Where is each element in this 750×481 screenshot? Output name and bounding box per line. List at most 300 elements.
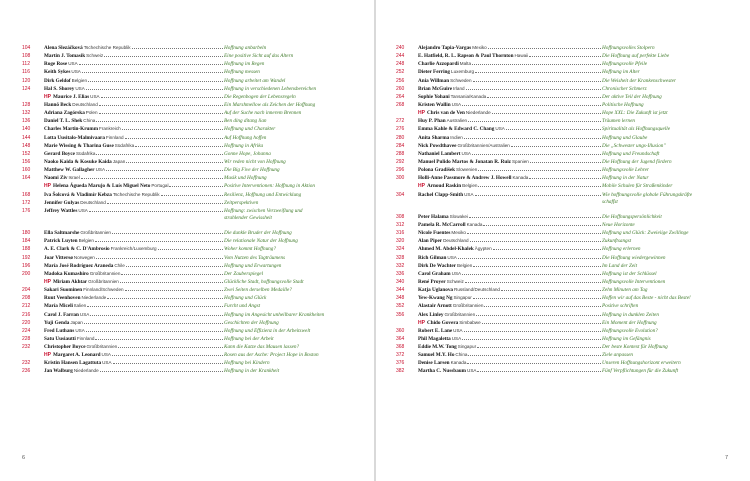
author-country: USA bbox=[102, 360, 112, 366]
chapter-title: Hoffnung und Effizienz in der Arbeitswelt bbox=[224, 327, 311, 334]
leader-dots bbox=[122, 125, 223, 130]
author-name: Robert E. Lane bbox=[418, 327, 453, 334]
toc-page-number: 312 bbox=[396, 221, 405, 228]
leader-dots bbox=[82, 68, 223, 73]
author-name: Ruut Veenhoven bbox=[44, 295, 81, 302]
toc-page-number: 144 bbox=[22, 134, 31, 141]
toc-entry[interactable] bbox=[396, 327, 730, 335]
toc-page-number: 348 bbox=[396, 295, 405, 302]
author-name: Adriana Zagórska bbox=[44, 110, 85, 117]
toc-entry[interactable] bbox=[22, 125, 352, 133]
author-country: USA bbox=[451, 270, 462, 276]
hope-project-badge: HP bbox=[44, 93, 51, 100]
author-name: Denise Larsen bbox=[418, 360, 450, 367]
chapter-title: Hoffnung: zwischen Verzweiflung und bbox=[224, 207, 303, 214]
leader-dots bbox=[79, 60, 223, 65]
toc-entry[interactable] bbox=[22, 302, 352, 310]
leader-dots bbox=[101, 93, 223, 98]
author-country: Kanada bbox=[512, 175, 529, 181]
chapter-title: Hoffnung im Regen bbox=[224, 61, 265, 68]
toc-page-number: 236 bbox=[22, 368, 31, 375]
leader-dots bbox=[467, 229, 601, 234]
leader-dots bbox=[530, 158, 601, 163]
chapter-title: Vom Nutzen des Tagträumens bbox=[224, 254, 286, 261]
toc-entry[interactable] bbox=[396, 335, 730, 343]
chapter-title: Musik und Hoffnung bbox=[224, 175, 267, 182]
page-number: 7 bbox=[724, 455, 728, 461]
leader-dots bbox=[466, 85, 601, 90]
leader-dots bbox=[475, 191, 601, 196]
leader-dots bbox=[468, 351, 601, 356]
chapter-title: Die dunkle Bruder der Hoffnung bbox=[224, 230, 292, 237]
leader-dots bbox=[96, 254, 223, 259]
leader-dots bbox=[84, 319, 223, 324]
toc-entry[interactable] bbox=[22, 191, 352, 199]
author-country: Belgien bbox=[78, 238, 94, 244]
toc-entry[interactable] bbox=[396, 85, 730, 93]
chapter-title: Glückliche Stadt, hoffnungsvolle Stadt bbox=[224, 278, 304, 285]
toc-page-number: 216 bbox=[22, 311, 31, 318]
chapter-title: schaffst bbox=[602, 198, 618, 205]
chapter-title: Hoffen wir auf das Beste - nicht das Beste! bbox=[602, 295, 691, 302]
chapter-title: Ein Moment der Hoffnung bbox=[602, 319, 657, 326]
author-country: Mexiko bbox=[451, 230, 466, 236]
toc-entry[interactable] bbox=[396, 101, 730, 109]
author-name: Dirk Geldof bbox=[44, 77, 71, 84]
leader-dots bbox=[529, 52, 601, 57]
hope-project-badge: HP bbox=[418, 319, 425, 326]
toc-page-number: 200 bbox=[22, 270, 31, 277]
toc-entry[interactable] bbox=[22, 343, 352, 351]
chapter-title: Hoffnungsvolles Stolpern bbox=[602, 45, 655, 51]
toc-entry[interactable] bbox=[22, 199, 352, 207]
author-name: Keith Sykes bbox=[44, 69, 71, 76]
author-name: Samuel M.Y. Ho bbox=[418, 352, 455, 359]
toc-entry[interactable] bbox=[22, 367, 352, 375]
toc-entry[interactable] bbox=[22, 286, 352, 294]
author-country: Frankreich/Luxemburg bbox=[110, 246, 157, 252]
author-name: Huy P. Phan bbox=[418, 118, 446, 125]
toc-entry[interactable] bbox=[22, 229, 352, 237]
author-name: Alejandro Tapia-Vargas bbox=[418, 45, 472, 51]
leader-dots bbox=[169, 182, 223, 187]
chapter-title: Wir reden nicht von Hoffnung bbox=[224, 158, 286, 165]
toc-page-number: 296 bbox=[396, 167, 405, 174]
toc-page-number: 344 bbox=[396, 287, 405, 294]
author-name: Maurice J. Elias bbox=[52, 93, 90, 100]
leader-dots bbox=[472, 150, 601, 155]
leader-dots bbox=[112, 229, 223, 234]
toc-entry[interactable] bbox=[396, 213, 730, 221]
toc-entry[interactable] bbox=[396, 302, 730, 310]
author-country: Niederlande bbox=[73, 368, 99, 374]
toc-entry[interactable] bbox=[396, 311, 730, 319]
chapter-title: Zwei Seiten derselben Medaille? bbox=[224, 287, 292, 294]
toc-list-right bbox=[396, 44, 730, 376]
author-country: Schweiz bbox=[86, 53, 104, 59]
toc-entry[interactable] bbox=[396, 182, 730, 190]
leader-dots bbox=[462, 270, 601, 275]
toc-entry[interactable] bbox=[396, 109, 730, 117]
author-country: Mexiko bbox=[472, 45, 487, 50]
toc-entry[interactable] bbox=[22, 319, 352, 327]
toc-page-number: 104 bbox=[22, 45, 31, 51]
chapter-title: Resilienz, Hoffnung und Entwicklung bbox=[224, 191, 302, 198]
toc-entry[interactable] bbox=[396, 174, 730, 182]
toc-page-number: 252 bbox=[396, 69, 405, 76]
chapter-title: Hoffnung und Glaube bbox=[602, 134, 648, 141]
chapter-title: Hoffnung und Glück: Zweieiige Zwillinge bbox=[602, 230, 689, 237]
leader-dots bbox=[95, 335, 223, 340]
chapter-title: Spiritualität als Hoffnungsquelle bbox=[602, 126, 671, 133]
author-name: Eddie M.W. Tong bbox=[418, 344, 457, 351]
author-country: Japan bbox=[70, 319, 83, 325]
author-name: Miriam Akhtar bbox=[52, 278, 88, 285]
toc-entry[interactable] bbox=[22, 109, 352, 117]
author-name: Helena Águeda Marujo & Luís Miguel Neto bbox=[52, 183, 151, 190]
leader-dots bbox=[86, 327, 223, 332]
leader-dots bbox=[506, 125, 601, 130]
chapter-title: Zehn Minuten am Tag bbox=[602, 287, 648, 294]
author-country: Luxemburg bbox=[451, 69, 475, 75]
toc-entry[interactable] bbox=[396, 77, 730, 85]
author-country: Belgien bbox=[456, 262, 473, 268]
chapter-title: Ben ding ditang lian bbox=[224, 118, 267, 125]
author-name: Manuel Pulido Martos & Jonatan R. Ruiz bbox=[418, 158, 511, 165]
leader-dots bbox=[96, 150, 223, 155]
author-name: Katja Uglanova bbox=[418, 287, 454, 294]
toc-entry[interactable] bbox=[22, 278, 352, 286]
leader-dots bbox=[107, 199, 223, 204]
author-name: Naoko Kaida & Kosuke Kaida bbox=[44, 158, 112, 165]
toc-entry[interactable] bbox=[22, 270, 352, 278]
hope-project-badge: HP bbox=[418, 183, 425, 190]
author-name: Carol Graham bbox=[418, 270, 451, 277]
chapter-title: strahlender Gewissheit bbox=[224, 214, 272, 221]
leader-dots bbox=[135, 142, 223, 147]
toc-page-number: 352 bbox=[396, 303, 405, 310]
toc-entry[interactable] bbox=[22, 245, 352, 253]
toc-entry[interactable] bbox=[396, 44, 730, 52]
toc-entry[interactable] bbox=[22, 68, 352, 76]
toc-entry[interactable] bbox=[22, 262, 352, 270]
author-country: USA bbox=[495, 126, 505, 132]
leader-dots bbox=[484, 302, 601, 307]
author-country: Finnland/Schweden bbox=[83, 287, 124, 293]
leader-dots bbox=[529, 174, 601, 179]
author-country: USA bbox=[451, 335, 462, 341]
toc-page-number: 232 bbox=[22, 344, 31, 351]
author-country: Simbabwe bbox=[459, 319, 481, 325]
toc-entry[interactable] bbox=[22, 85, 352, 93]
author-name: Dirk De Wachter bbox=[418, 262, 456, 269]
author-name: Madoka Kumashiro bbox=[44, 270, 89, 277]
author-name: Sophie Yohani bbox=[418, 93, 450, 100]
toc-entry[interactable] bbox=[22, 207, 352, 215]
toc-page-number: 316 bbox=[396, 230, 405, 237]
author-name: Martin J. Tomasik bbox=[44, 53, 86, 60]
author-name: María José Rodríguez Araneda bbox=[44, 262, 114, 269]
author-name: Polona Gradišek bbox=[418, 167, 456, 174]
author-name: Jennifer Gulyas bbox=[44, 199, 80, 206]
toc-entry[interactable] bbox=[22, 237, 352, 245]
author-country: Großbritannien bbox=[452, 303, 484, 309]
author-country: Malta bbox=[459, 61, 472, 67]
author-name: Kristen Wallin bbox=[418, 101, 451, 108]
author-name: Arnoud Raskin bbox=[426, 183, 462, 190]
author-name: Patrick Luyten bbox=[44, 238, 78, 245]
toc-page-number: 320 bbox=[396, 238, 405, 245]
toc-page-number: 232 bbox=[22, 360, 31, 367]
toc-page-number: 176 bbox=[22, 207, 31, 214]
chapter-title: Hoffnung im Alter bbox=[602, 69, 640, 76]
author-country: Chile bbox=[114, 262, 125, 268]
leader-dots bbox=[458, 254, 601, 259]
toc-entry[interactable] bbox=[22, 101, 352, 109]
leader-dots bbox=[477, 367, 601, 372]
leader-dots bbox=[464, 134, 601, 139]
chapter-title: Der beste Kontext für Hoffnung bbox=[602, 344, 668, 351]
author-country: USA bbox=[464, 191, 474, 197]
chapter-title: Hoffnung im Gefängnis bbox=[602, 335, 651, 342]
chapter-title: Hoffnung in verschiedenen Lebensbereichen bbox=[224, 85, 317, 92]
chapter-title: Positive Interventionen: Hoffnung in Aktion bbox=[224, 183, 315, 190]
author-name: Nick Powdthavee bbox=[418, 142, 457, 149]
chapter-title: Hoffnungsvolle Pfeile bbox=[602, 61, 648, 68]
chapter-title: Hoffnung erlernen bbox=[602, 246, 641, 253]
toc-entry[interactable] bbox=[22, 93, 352, 101]
toc-entry[interactable] bbox=[22, 166, 352, 174]
toc-entry[interactable] bbox=[396, 125, 730, 133]
toc-entry[interactable] bbox=[22, 142, 352, 150]
leader-dots bbox=[483, 221, 601, 226]
author-name: Alastair Arnott bbox=[418, 303, 452, 310]
toc-entry[interactable] bbox=[396, 134, 730, 142]
toc-entry[interactable] bbox=[22, 158, 352, 166]
toc-entry[interactable] bbox=[396, 286, 730, 294]
left-page bbox=[0, 0, 374, 481]
chapter-title: Geschichten der Hoffnung bbox=[224, 319, 279, 326]
toc-entry[interactable] bbox=[396, 166, 730, 174]
toc-page-number: 192 bbox=[22, 254, 31, 261]
toc-page-number: 328 bbox=[396, 254, 405, 261]
author-country: Belgien bbox=[71, 77, 87, 83]
toc-page-number: 172 bbox=[22, 199, 31, 206]
chapter-title: Die Hoffnung wiedergewinnen bbox=[602, 254, 666, 261]
author-name: Naomi Ziv bbox=[44, 175, 68, 182]
toc-entry[interactable] bbox=[396, 254, 730, 262]
author-name: Yew-Kwang Ng bbox=[418, 295, 453, 302]
author-name: Hannö Beck bbox=[44, 101, 72, 108]
toc-page-number: 204 bbox=[22, 287, 31, 294]
toc-entry[interactable] bbox=[396, 199, 730, 207]
toc-entry[interactable] bbox=[396, 343, 730, 351]
toc-entry[interactable] bbox=[396, 367, 730, 375]
toc-entry[interactable] bbox=[22, 215, 352, 223]
toc-page-number: 364 bbox=[396, 335, 405, 342]
toc-page-number: 272 bbox=[396, 118, 405, 125]
toc-entry[interactable] bbox=[396, 68, 730, 76]
author-country: USA bbox=[71, 69, 81, 75]
toc-entry[interactable] bbox=[396, 60, 730, 68]
toc-page-number: 168 bbox=[22, 191, 31, 198]
toc-entry[interactable] bbox=[396, 245, 730, 253]
author-name: Rich Gilman bbox=[418, 254, 447, 261]
author-country: Finnland bbox=[105, 134, 124, 140]
toc-entry[interactable] bbox=[396, 237, 730, 245]
toc-page-number: 260 bbox=[396, 85, 405, 92]
leader-dots bbox=[469, 213, 601, 218]
toc-entry[interactable] bbox=[22, 327, 352, 335]
author-country: Italien bbox=[73, 303, 87, 309]
leader-dots bbox=[473, 294, 601, 299]
toc-entry[interactable] bbox=[396, 294, 730, 302]
chapter-title: Politische Hoffnung bbox=[602, 101, 644, 108]
chapter-title: Hope XXL: Die Zukunft ist jetzt bbox=[602, 110, 668, 117]
chapter-title: Furcht und Angst bbox=[224, 303, 261, 310]
leader-dots bbox=[100, 367, 223, 372]
author-name: Iva Šolcová & Vladimír Kebza bbox=[44, 191, 112, 198]
leader-dots bbox=[125, 134, 223, 139]
author-name: Dieter Ferring bbox=[418, 69, 451, 76]
toc-page-number: 156 bbox=[22, 158, 31, 165]
leader-dots bbox=[462, 101, 601, 106]
toc-entry[interactable] bbox=[22, 52, 352, 60]
toc-entry[interactable] bbox=[22, 44, 352, 52]
toc-page-number: 188 bbox=[22, 246, 31, 253]
chapter-title: Gonne Hope, Johanna bbox=[224, 150, 271, 157]
toc-entry[interactable] bbox=[396, 93, 730, 101]
toc-entry[interactable] bbox=[22, 311, 352, 319]
toc-entry[interactable] bbox=[22, 294, 352, 302]
toc-entry[interactable] bbox=[396, 278, 730, 286]
author-name: Sakari Suominen bbox=[44, 287, 83, 294]
chapter-title: Die Big Five der Hoffnung bbox=[224, 167, 280, 174]
leader-dots bbox=[125, 286, 223, 291]
author-country: Irland bbox=[453, 85, 465, 91]
author-country: USA bbox=[101, 352, 111, 358]
leader-dots bbox=[95, 237, 223, 242]
toc-entry[interactable] bbox=[22, 182, 352, 190]
toc-entry[interactable] bbox=[396, 150, 730, 158]
author-country: USA bbox=[79, 311, 90, 317]
author-country: Polen bbox=[85, 110, 98, 116]
toc-entry[interactable] bbox=[22, 117, 352, 125]
toc-entry[interactable] bbox=[396, 52, 730, 60]
leader-dots bbox=[112, 351, 223, 356]
toc-entry[interactable] bbox=[396, 191, 730, 199]
toc-entry[interactable] bbox=[22, 150, 352, 158]
author-name: Marie Wissing & Tharina Guse bbox=[44, 142, 114, 149]
author-name: Phil Magaletta bbox=[418, 335, 451, 342]
toc-entry[interactable] bbox=[22, 174, 352, 182]
author-name: Pamela R. McCarroll bbox=[418, 221, 466, 228]
author-name: Charlie Azzopardi bbox=[418, 61, 459, 68]
author-name: Daniel T. L. Shek bbox=[44, 118, 83, 125]
chapter-title: Die Weisheit der Krankenschwester bbox=[602, 77, 677, 84]
toc-page-number: 264 bbox=[396, 93, 405, 100]
author-name: Jeffrey Wattles bbox=[44, 207, 78, 214]
toc-page-number: 196 bbox=[22, 262, 31, 269]
author-name: Peter Halama bbox=[418, 213, 449, 220]
chapter-title: Hoffnungsvolle Interventionen bbox=[602, 278, 666, 285]
author-country: China bbox=[83, 118, 96, 124]
toc-entry[interactable] bbox=[396, 221, 730, 229]
toc-entry[interactable] bbox=[396, 142, 730, 150]
toc-entry[interactable] bbox=[22, 134, 352, 142]
toc-entry[interactable] bbox=[396, 117, 730, 125]
toc-page-number: 184 bbox=[22, 238, 31, 245]
leader-dots bbox=[511, 142, 601, 147]
author-name: E. Hatfield, R. L. Rapson & Paul Thornton bbox=[418, 53, 514, 60]
author-country: Israel bbox=[68, 175, 80, 181]
toc-entry[interactable] bbox=[396, 262, 730, 270]
toc-page-number: 244 bbox=[396, 53, 405, 60]
toc-entry[interactable] bbox=[22, 351, 352, 359]
author-country: Kanada bbox=[466, 221, 483, 227]
toc-page-number: 304 bbox=[396, 191, 405, 198]
toc-page-number: 128 bbox=[22, 101, 31, 108]
toc-entry[interactable] bbox=[396, 270, 730, 278]
toc-page-number: 292 bbox=[396, 158, 405, 165]
leader-dots bbox=[493, 245, 601, 250]
hope-project-badge: HP bbox=[418, 110, 425, 117]
right-page bbox=[376, 0, 750, 481]
chapter-title: Der Zauberspiegel bbox=[224, 270, 264, 277]
toc-entry[interactable] bbox=[22, 77, 352, 85]
chapter-title: Hoffnung bei Kindern bbox=[224, 360, 270, 367]
leader-dots bbox=[501, 286, 601, 291]
toc-entry[interactable] bbox=[22, 60, 352, 68]
toc-page-number: 212 bbox=[22, 303, 31, 310]
toc-entry[interactable] bbox=[396, 158, 730, 166]
toc-entry[interactable] bbox=[22, 359, 352, 367]
author-name: Martha C. Nussbaum bbox=[418, 368, 466, 375]
toc-entry[interactable] bbox=[22, 335, 352, 343]
author-name: Yuji Genda bbox=[44, 319, 70, 326]
chapter-title: Hoffnung und Erwartungen bbox=[224, 262, 282, 269]
chapter-title: Woher kommt Hoffnung? bbox=[224, 246, 276, 253]
author-name: Margaret A. Leonard bbox=[52, 352, 101, 359]
chapter-title: Hoffnung in Afrika bbox=[224, 142, 264, 149]
author-country: Deutschland bbox=[80, 199, 106, 205]
chapter-title: Die Regenbogen der Lebensregeln bbox=[224, 93, 296, 100]
toc-entry[interactable] bbox=[22, 254, 352, 262]
leader-dots bbox=[107, 294, 223, 299]
author-country: USA bbox=[447, 254, 457, 260]
toc-entry[interactable] bbox=[396, 229, 730, 237]
leader-dots bbox=[473, 77, 601, 82]
toc-entry[interactable] bbox=[396, 359, 730, 367]
toc-page-number: 276 bbox=[396, 126, 405, 133]
chapter-title: Die relationale Natur der Hoffnung bbox=[224, 238, 298, 245]
chapter-title: Hoffnung in der Natur bbox=[602, 175, 649, 182]
author-country: Großbritannien bbox=[444, 311, 476, 317]
author-country: USA bbox=[75, 327, 85, 333]
toc-entry[interactable] bbox=[396, 319, 730, 327]
chapter-title: Die Hoffnung auf perfekte Liebe bbox=[602, 53, 670, 60]
author-country: Ägypten bbox=[474, 246, 492, 252]
leader-dots bbox=[126, 158, 223, 163]
toc-entry[interactable] bbox=[396, 351, 730, 359]
chapter-title: Ziele anpassen bbox=[602, 352, 633, 359]
author-name: María Miceli bbox=[44, 303, 73, 310]
toc-page-number: 382 bbox=[396, 368, 405, 375]
chapter-title: Unseren Hoffnungshorizont erweitern bbox=[602, 360, 681, 367]
leader-dots bbox=[161, 191, 223, 196]
author-country: Slowakei bbox=[449, 213, 468, 219]
author-country: Indien bbox=[450, 134, 463, 140]
